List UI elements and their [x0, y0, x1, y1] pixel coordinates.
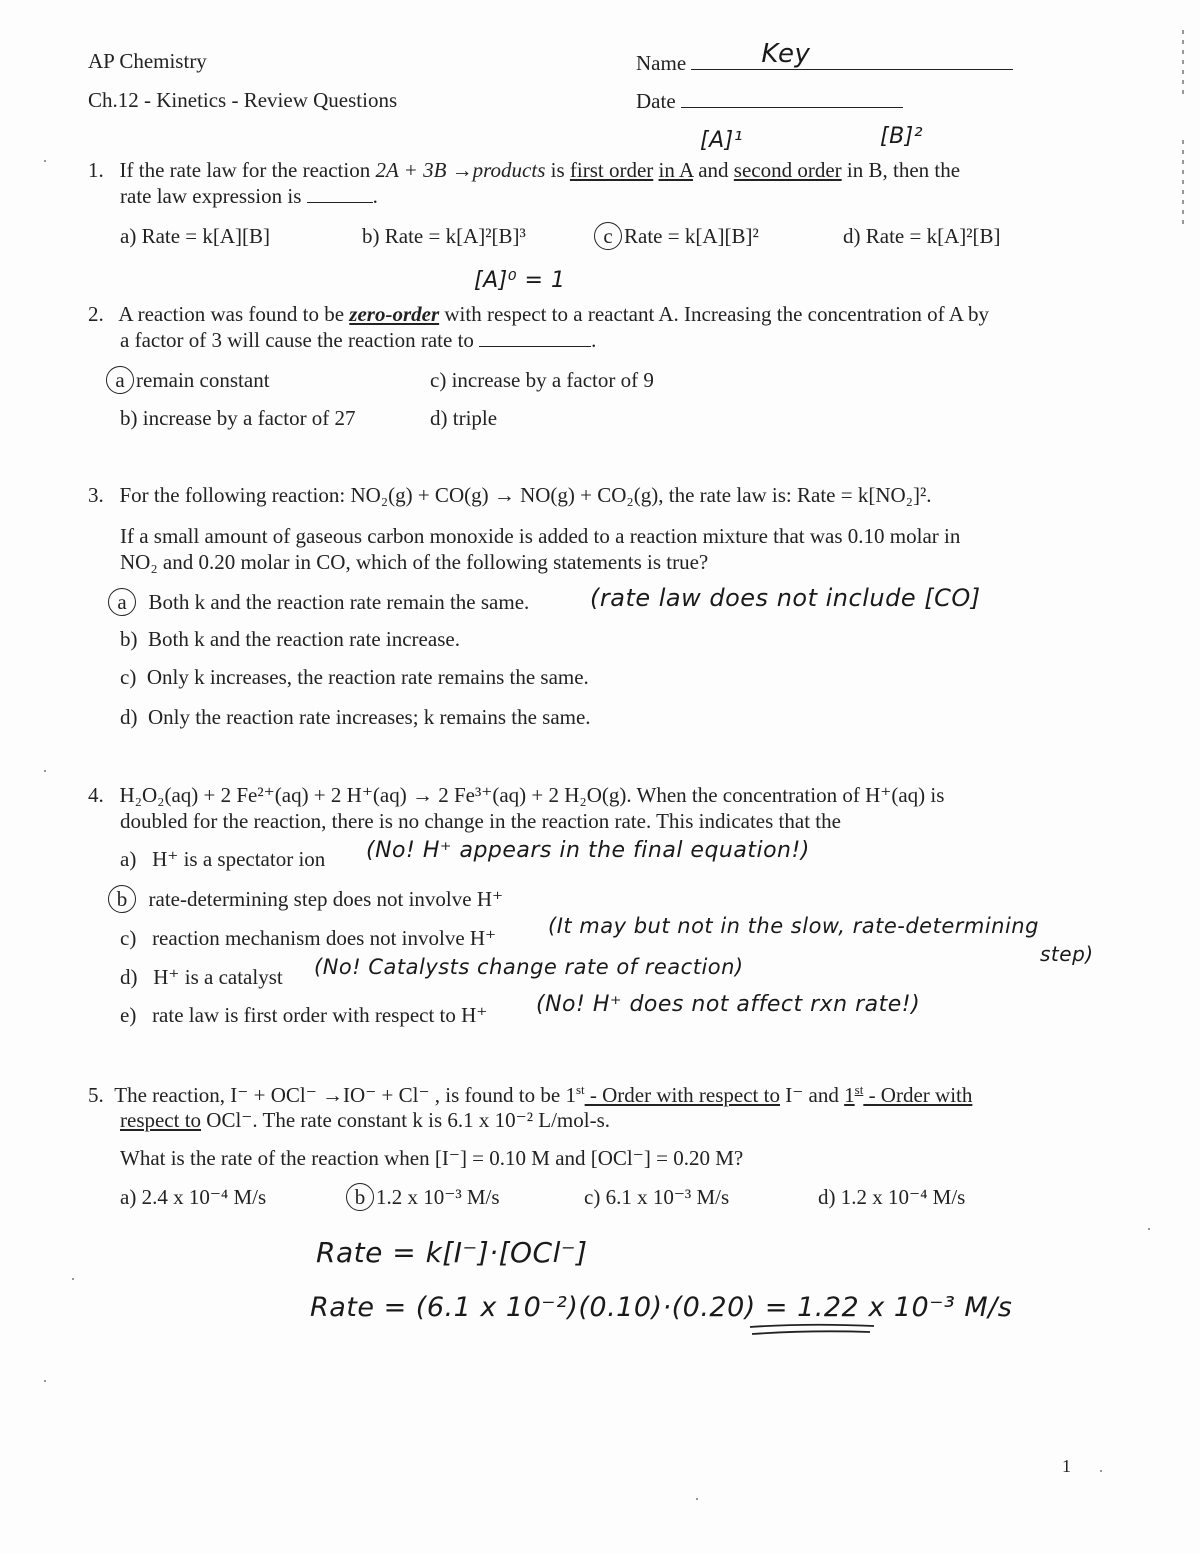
- q4-handwritten-note-e: (No! H⁺ does not affect rxn rate!): [536, 992, 921, 1017]
- q1-first-order: first order: [569, 158, 654, 182]
- q1-option-c: [598, 222, 759, 250]
- q5-text: - Order with respect to: [584, 1083, 780, 1107]
- q1-handwritten-b-order: [B]²: [880, 124, 924, 149]
- course-title: AP Chemistry: [88, 49, 207, 73]
- q3-number: 3.: [88, 483, 104, 507]
- q4-number: 4.: [88, 783, 104, 807]
- scan-speck: [1100, 1470, 1102, 1472]
- q2-option-a-text: remain constant: [136, 368, 270, 392]
- q1-option-d: d) Rate = k[A]²[B]: [843, 224, 1001, 248]
- q4-option-e: e) rate law is first order with respect to H⁺: [120, 1003, 488, 1027]
- name-field: [636, 39, 1013, 76]
- date-label: Date: [636, 89, 676, 113]
- q1-handwritten-a-order: [A]¹: [700, 128, 744, 153]
- scan-speck: [696, 1498, 698, 1500]
- q2-option-d: d) triple: [430, 406, 498, 430]
- q4-option-d: d) H⁺ is a catalyst: [120, 965, 283, 989]
- q2-text: a factor of 3 will cause the reaction rate to: [120, 328, 474, 352]
- q2-option-b: b) increase by a factor of 27: [120, 406, 356, 430]
- q5-stem-line2: [120, 1108, 610, 1133]
- scan-edge-mark: [1182, 140, 1184, 230]
- q1-text: and: [698, 158, 729, 182]
- q5-number: 5.: [88, 1083, 104, 1107]
- answer-blank: [479, 328, 591, 347]
- q5-text: - Order with: [863, 1083, 973, 1107]
- scan-speck: [72, 1278, 74, 1280]
- q5-text: OCl⁻. The rate constant k is 6.1 x 10⁻² L/mol-s.: [201, 1108, 610, 1132]
- date-field: [636, 89, 903, 114]
- q1-stem-line1: [88, 158, 960, 183]
- worksheet-subtitle: Ch.12 - Kinetics - Review Questions: [88, 88, 398, 112]
- q1-text: in B, then the: [846, 158, 961, 182]
- q4-stem-line1: [88, 783, 944, 808]
- q4-option-b: [112, 885, 503, 913]
- q2-text: A reaction was found to be: [118, 302, 345, 326]
- q4-text: H₂O₂(aq) + 2 Fe²⁺(aq) + 2 H⁺(aq) → 2 Fe³⁺(aq) + 2 H₂O(g). When the concentration of H⁺(aq) is: [119, 783, 945, 807]
- q4-handwritten-note-c-cont: step): [1040, 942, 1094, 966]
- name-label: Name: [636, 51, 687, 75]
- q3-stem-line3: NO₂ and 0.20 molar in CO, which of the following statements is true?: [120, 550, 709, 574]
- q4-handwritten-note-c: (It may but not in the slow, rate-determining: [548, 914, 1039, 938]
- q4-option-b-text: rate-determining step does not involve H⁺: [148, 887, 504, 911]
- q5-option-c: c) 6.1 x 10⁻³ M/s: [584, 1185, 730, 1209]
- q3-option-c: c) Only k increases, the reaction rate remains the same.: [120, 665, 589, 689]
- q5-option-d: d) 1.2 x 10⁻⁴ M/s: [818, 1185, 966, 1209]
- q1-text: If the rate law for the reaction: [119, 158, 371, 182]
- q5-work-line2: Rate = (6.1 x 10⁻²)(0.10)·(0.20) = 1.22 x 10⁻³ M/s: [310, 1292, 1013, 1323]
- q1-text: rate law expression is: [120, 184, 302, 208]
- q5-stem-line1: [88, 1082, 972, 1108]
- q5-work-line1: Rate = k[I⁻]·[OCl⁻]: [316, 1236, 588, 1269]
- scan-edge-mark: [1182, 30, 1184, 100]
- q2-stem-line2: a factor of 3 will cause the reaction rate to .: [120, 328, 597, 352]
- q3-circled-answer: a: [108, 588, 136, 616]
- q5-text: 1: [844, 1083, 855, 1107]
- q2-handwritten-note: [A]⁰ = 1: [474, 268, 566, 293]
- q2-stem-line1: [88, 302, 989, 327]
- q5-ordinal: st: [854, 1082, 864, 1097]
- q5-option-a: a) 2.4 x 10⁻⁴ M/s: [120, 1185, 267, 1209]
- q1-option-a: a) Rate = k[A][B]: [120, 224, 271, 248]
- q5-ordinal: st: [575, 1082, 585, 1097]
- answer-blank: [307, 184, 373, 203]
- q4-handwritten-note-d: (No! Catalysts change rate of reaction): [314, 955, 744, 979]
- q1-reaction: 2A + 3B →products: [375, 158, 546, 182]
- q2-option-c: c) increase by a factor of 9: [430, 368, 654, 392]
- q1-text: is: [550, 158, 565, 182]
- q3-option-a: [112, 588, 529, 616]
- q3-option-a-text: Both k and the reaction rate remain the same.: [148, 590, 530, 614]
- scan-speck: [44, 160, 46, 162]
- q4-circled-answer: b: [108, 885, 136, 913]
- q1-option-b: b) Rate = k[A]²[B]³: [362, 224, 526, 248]
- q3-text: For the following reaction: NO₂(g) + CO(g) → NO(g) + CO₂(g), the rate law is: Rate = k[NO₂]².: [119, 483, 932, 507]
- q5-stem-line3: What is the rate of the reaction when [I⁻] = 0.10 M and [OCl⁻] = 0.20 M?: [120, 1146, 744, 1170]
- q1-number: 1.: [88, 158, 104, 182]
- q3-handwritten-note: (rate law does not include [CO]: [590, 584, 981, 612]
- answer-double-underline: [748, 1322, 878, 1338]
- q4-handwritten-note-a: (No! H⁺ appears in the final equation!): [366, 838, 810, 863]
- q4-option-c: c) reaction mechanism does not involve H⁺: [120, 926, 497, 950]
- q1-second-order: second order: [733, 158, 842, 182]
- scan-speck: [1148, 1228, 1150, 1230]
- q2-number: 2.: [88, 302, 104, 326]
- q5-text: The reaction, I⁻ + OCl⁻ →IO⁻ + Cl⁻ , is found to be 1: [114, 1083, 576, 1107]
- q2-zero-order: zero-order: [349, 302, 440, 326]
- name-line: [691, 39, 1013, 70]
- q3-option-d: d) Only the reaction rate increases; k remains the same.: [120, 705, 591, 729]
- q3-stem-line2: If a small amount of gaseous carbon monoxide is added to a reaction mixture that was 0.10 molar in: [120, 524, 961, 548]
- scan-speck: [44, 1380, 46, 1382]
- q5-text: I⁻ and: [779, 1083, 845, 1107]
- q1-stem-line2: rate law expression is .: [120, 184, 378, 208]
- scan-speck: [44, 770, 46, 772]
- q4-option-a: a) H⁺ is a spectator ion: [120, 847, 326, 871]
- q4-stem-line2: doubled for the reaction, there is no change in the reaction rate. This indicates that the: [120, 809, 841, 833]
- page-number: 1: [1062, 1456, 1071, 1476]
- name-value: Key: [761, 39, 811, 69]
- q1-in-a: in A: [658, 158, 693, 182]
- q2-text: with respect to a reactant A. Increasing the concentration of A by: [444, 302, 990, 326]
- q5-text: respect to: [120, 1108, 202, 1132]
- q2-option-a: [110, 366, 270, 394]
- q3-stem-line1: [88, 483, 932, 508]
- q5-option-b-text: 1.2 x 10⁻³ M/s: [376, 1185, 500, 1209]
- q1-option-c-text: Rate = k[A][B]²: [624, 224, 759, 248]
- q3-option-b: b) Both k and the reaction rate increase.: [120, 627, 460, 651]
- q5-circled-answer: b: [346, 1183, 374, 1211]
- q1-circled-answer: c: [594, 222, 622, 250]
- q5-option-b: [350, 1183, 500, 1211]
- q2-circled-answer: a: [106, 366, 134, 394]
- date-line: [681, 89, 903, 108]
